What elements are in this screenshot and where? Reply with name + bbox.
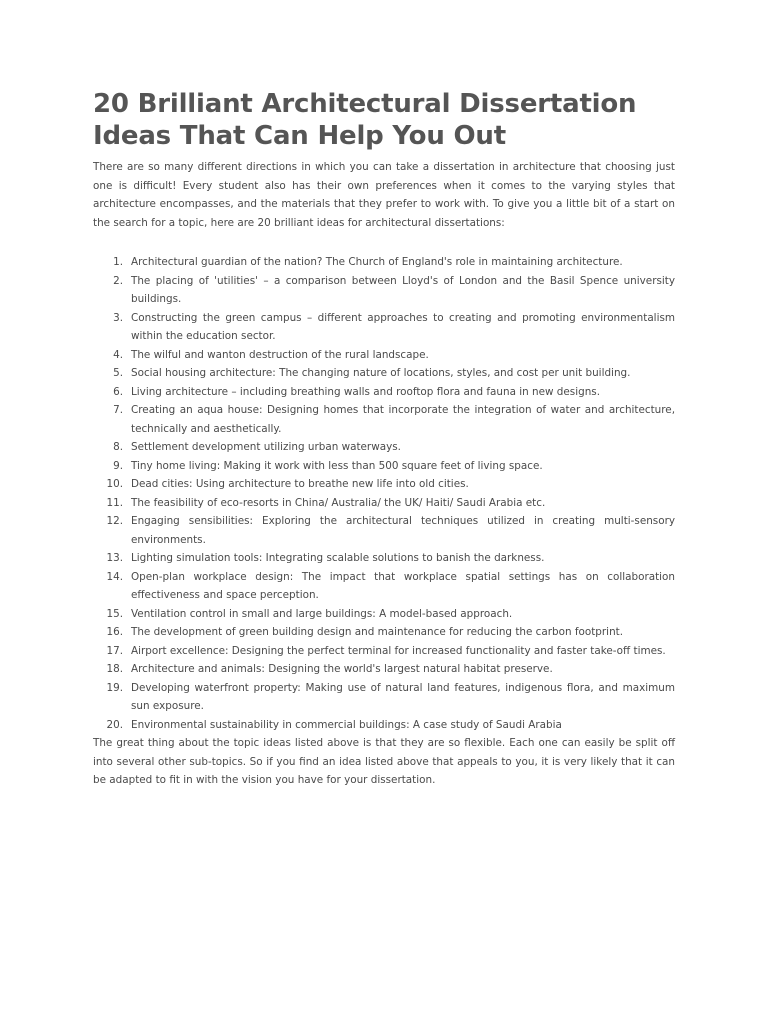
list-item-number: 15. <box>106 607 123 620</box>
list-item <box>93 494 675 513</box>
list-item-number: 4. <box>113 348 123 361</box>
list-item <box>93 383 675 402</box>
list-item-text: Dead cities: Using architecture to breathe new life into old cities. <box>131 478 469 490</box>
list-item <box>93 605 675 624</box>
list-item <box>93 457 675 476</box>
list-item-text: The wilful and wanton destruction of the rural landscape. <box>131 348 429 361</box>
list-item <box>93 438 675 457</box>
list-item <box>93 401 675 438</box>
list-item-text: Ventilation control in small and large buildings: A model-based approach. <box>131 607 513 620</box>
list-item-number: 1. <box>113 256 123 268</box>
list-item-text: Living architecture – including breathing walls and rooftop flora and fauna in new designs. <box>131 385 600 398</box>
list-item-text: Developing waterfront property: Making use of natural land features, indigenous flora, and maximum sun exposure. <box>131 681 675 712</box>
list-item-number: 6. <box>113 385 123 398</box>
list-item-text: Social housing architecture: The changing nature of locations, styles, and cost per unit building. <box>131 367 631 379</box>
list-item <box>93 309 675 346</box>
list-item-text: The placing of 'utilities' – a comparison between Lloyd's of London and the Basil Spence university buildings. <box>131 274 675 305</box>
list-item <box>93 679 675 716</box>
list-item <box>93 475 675 494</box>
list-item-number: 20. <box>106 718 123 731</box>
list-item-number: 8. <box>113 441 123 453</box>
list-item-number: 12. <box>106 515 123 527</box>
list-item-text: Constructing the green campus – different approaches to creating and promoting environmentalism within the education sector. <box>131 311 675 342</box>
list-item <box>93 549 675 568</box>
list-item <box>93 272 675 309</box>
document-title: 20 Brilliant Architectural Dissertation Ideas That Can Help You Out <box>93 89 637 151</box>
list-item-number: 10. <box>106 478 123 490</box>
closing-paragraph: The great thing about the topic ideas listed above is that they are so flexible. Each one can easily be split off into several other sub-topics. So if you find an idea listed above that appeals to you, it is very likely that it can be adapted to fit in with the vision you have for your dissertation. <box>93 737 675 786</box>
list-item-number: 9. <box>113 459 123 472</box>
list-item <box>93 623 675 642</box>
ideas-list <box>93 253 675 734</box>
list-item-text: The development of green building design and maintenance for reducing the carbon footprint. <box>131 626 624 638</box>
list-item-text: Airport excellence: Designing the perfect terminal for increased functionality and faster take-off times. <box>131 644 666 657</box>
list-item-text: Architecture and animals: Designing the world's largest natural habitat preserve. <box>131 663 553 675</box>
list-item <box>93 512 675 549</box>
list-item-number: 17. <box>106 644 123 657</box>
list-item-text: Creating an aqua house: Designing homes that incorporate the integration of water and architecture, technically and aesthetically. <box>131 404 675 435</box>
list-item-text: Architectural guardian of the nation? The Church of England's role in maintaining architecture. <box>131 256 623 268</box>
list-item-text: Engaging sensibilities: Exploring the architectural techniques utilized in creating multi-sensory environments. <box>131 515 675 546</box>
list-item <box>93 253 675 272</box>
list-item-number: 3. <box>113 311 123 324</box>
list-item-number: 13. <box>106 552 123 564</box>
list-item-text: Environmental sustainability in commercial buildings: A case study of Saudi Arabia <box>131 718 562 731</box>
list-item-text: The feasibility of eco-resorts in China/ Australia/ the UK/ Haiti/ Saudi Arabia etc. <box>131 496 546 509</box>
list-item <box>93 346 675 365</box>
list-item <box>93 568 675 605</box>
list-item-number: 5. <box>113 367 123 379</box>
list-item <box>93 642 675 661</box>
intro-paragraph: There are so many different directions in which you can take a dissertation in architecture that choosing just one is difficult! Every student also has their own preferences when it comes to the varying styles that architecture encompasses, and the materials that they prefer to work with. To give you a little bit of a start on the search for a topic, here are 20 brilliant ideas for architectural dissertations: <box>93 161 675 229</box>
list-item-number: 7. <box>113 404 123 416</box>
list-item-number: 11. <box>106 496 123 509</box>
document-page <box>93 88 675 790</box>
list-item-number: 19. <box>106 681 123 694</box>
list-item-number: 2. <box>113 274 123 287</box>
list-item-number: 18. <box>106 663 123 675</box>
list-item-text: Settlement development utilizing urban waterways. <box>131 441 401 453</box>
list-item-number: 14. <box>106 570 123 583</box>
list-item-text: Tiny home living: Making it work with less than 500 square feet of living space. <box>131 459 543 472</box>
list-item <box>93 716 675 735</box>
list-item <box>93 364 675 383</box>
list-item-number: 16. <box>106 626 123 638</box>
list-item-text: Open-plan workplace design: The impact that workplace spatial settings has on collaboration effectiveness and space perception. <box>131 570 675 601</box>
list-item <box>93 660 675 679</box>
list-item-text: Lighting simulation tools: Integrating scalable solutions to banish the darkness. <box>131 552 545 564</box>
